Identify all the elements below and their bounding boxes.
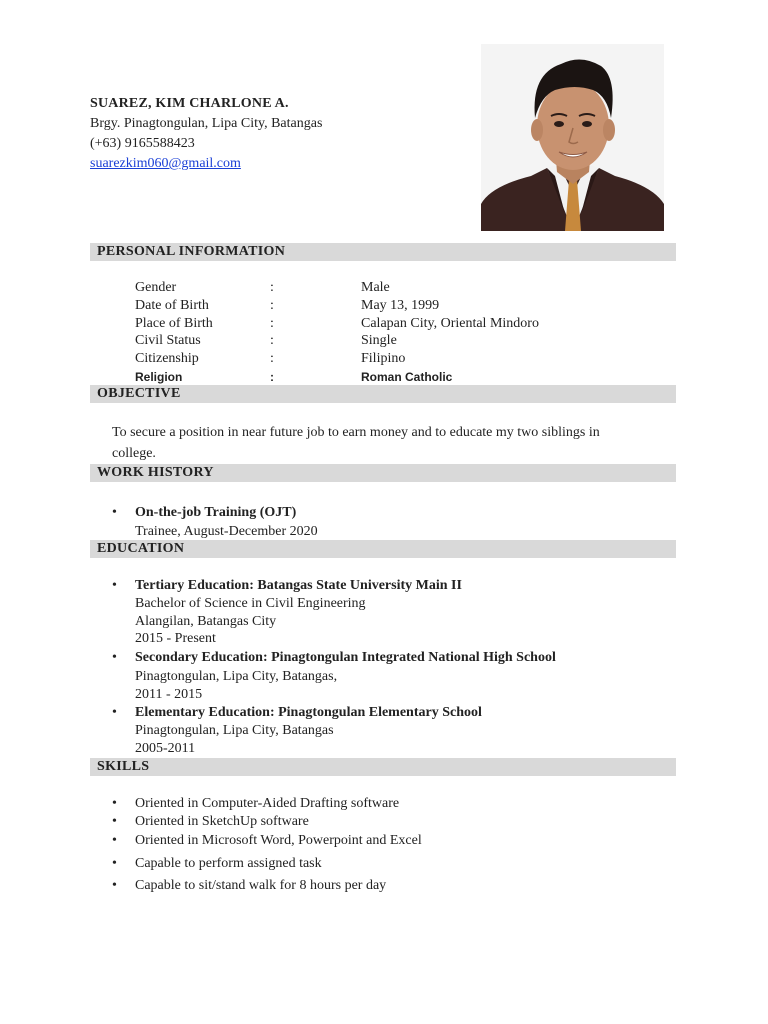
- education-line: Pinagtongulan, Lipa City, Batangas,: [135, 669, 338, 684]
- bullet-icon: •: [112, 578, 117, 593]
- field-value: Calapan City, Oriental Mindoro: [361, 316, 539, 331]
- bullet-icon: •: [112, 814, 117, 829]
- personal-row-place-of-birth: [135, 315, 675, 333]
- applicant-photo: [481, 44, 664, 231]
- field-separator: :: [270, 298, 274, 313]
- field-value: May 13, 1999: [361, 298, 440, 313]
- bullet-icon: •: [112, 796, 117, 811]
- education-line: Pinagtongulan, Lipa City, Batangas: [135, 723, 334, 738]
- applicant-name: SUAREZ, KIM CHARLONE A.: [90, 96, 289, 111]
- field-value: Single: [361, 333, 397, 348]
- bullet-icon: •: [112, 878, 117, 893]
- section-objective: [90, 385, 676, 403]
- bullet-icon: •: [112, 650, 117, 665]
- field-separator: :: [270, 333, 274, 348]
- education-line: Bachelor of Science in Civil Engineering: [135, 596, 366, 611]
- section-skills: [90, 758, 676, 776]
- section-personal-information: [90, 243, 676, 261]
- personal-row-religion: [135, 368, 675, 386]
- field-label: Date of Birth: [135, 298, 209, 313]
- field-value: Roman Catholic: [361, 370, 453, 384]
- portrait-illustration: [481, 44, 664, 231]
- field-label: Religion: [135, 370, 183, 384]
- field-label: Citizenship: [135, 351, 199, 366]
- objective-line: To secure a position in near future job to earn money and to educate my two siblings in: [112, 425, 600, 440]
- field-value: Male: [361, 280, 390, 295]
- field-separator: :: [270, 316, 274, 331]
- education-line: 2011 - 2015: [135, 687, 203, 702]
- education-line: 2005-2011: [135, 741, 196, 756]
- field-separator: :: [270, 280, 274, 295]
- personal-row-date-of-birth: [135, 297, 675, 315]
- section-title: EDUCATION: [97, 541, 185, 556]
- skill-text: Oriented in Computer-Aided Drafting software: [135, 796, 400, 811]
- education-line: Alangilan, Batangas City: [135, 614, 277, 629]
- address: Brgy. Pinagtongulan, Lipa City, Batangas: [90, 116, 323, 131]
- section-title: PERSONAL INFORMATION: [97, 244, 286, 259]
- education-title: Secondary Education: Pinagtongulan Integrated National High School: [135, 650, 556, 665]
- section-title: WORK HISTORY: [97, 465, 214, 480]
- section-work-history: [90, 464, 676, 482]
- skill-text: Capable to sit/stand walk for 8 hours per day: [135, 878, 387, 893]
- education-title: Elementary Education: Pinagtongulan Elementary School: [135, 705, 482, 720]
- section-title: OBJECTIVE: [97, 386, 181, 401]
- section-education: [90, 540, 676, 558]
- bullet-icon: •: [112, 505, 117, 520]
- personal-row-civil-status: [135, 332, 675, 350]
- section-title: SKILLS: [97, 759, 150, 774]
- skill-text: Capable to perform assigned task: [135, 856, 322, 871]
- objective-line: college.: [112, 446, 156, 461]
- work-title: On-the-job Training (OJT): [135, 505, 297, 520]
- bullet-icon: •: [112, 856, 117, 871]
- bullet-icon: •: [112, 833, 117, 848]
- contact-block: [90, 94, 322, 174]
- work-detail: Trainee, August-December 2020: [135, 524, 318, 539]
- field-label: Place of Birth: [135, 316, 213, 331]
- objective-text: [112, 422, 672, 464]
- phone-number: (+63) 9165588423: [90, 136, 195, 151]
- skill-text: Oriented in SketchUp software: [135, 814, 309, 829]
- skill-text: Oriented in Microsoft Word, Powerpoint and Excel: [135, 833, 422, 848]
- bullet-icon: •: [112, 705, 117, 720]
- field-value: Filipino: [361, 351, 406, 366]
- field-separator: :: [270, 370, 274, 384]
- education-line: 2015 - Present: [135, 631, 216, 646]
- email-link[interactable]: suarezkim060@gmail.com: [90, 156, 241, 171]
- education-title: Tertiary Education: Batangas State University Main II: [135, 578, 462, 593]
- personal-row-citizenship: [135, 350, 675, 368]
- field-label: Gender: [135, 280, 177, 295]
- field-label: Civil Status: [135, 333, 201, 348]
- personal-row-gender: [135, 279, 675, 297]
- field-separator: :: [270, 351, 274, 366]
